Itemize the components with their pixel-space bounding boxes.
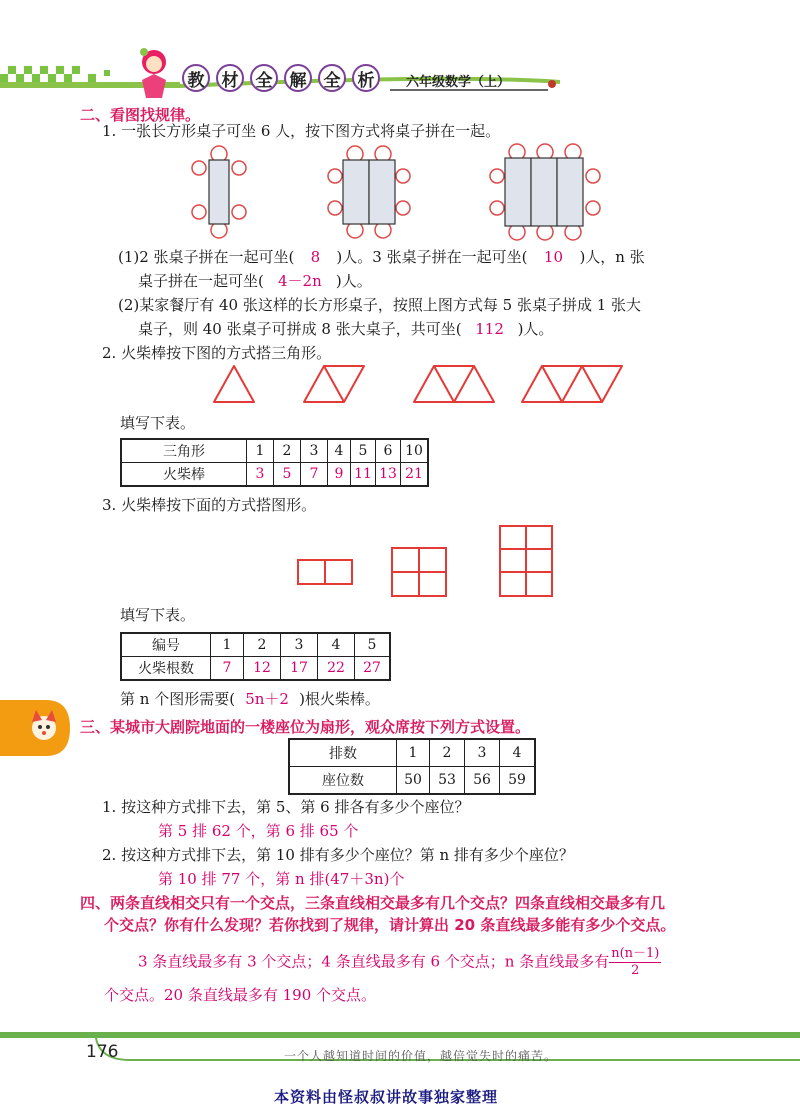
page-number: 176 (86, 1042, 119, 1062)
s3-question-2: 2. 按这种方式排下去，第 10 排有多少个座位？第 n 排有多少个座位？ (102, 846, 574, 864)
q1-intro: 1. 一张长方形桌子可坐 6 人，按下图方式将桌子拼在一起。 (102, 122, 501, 140)
answer-3-tables: 10 (543, 248, 563, 266)
q2-fill-prompt: 填写下表。 (120, 414, 196, 432)
footer-note: 本资料由怪叔叔讲故事独家整理 (274, 1088, 499, 1106)
q2-intro: 2. 火柴棒按下图的方式搭三角形。 (102, 344, 332, 362)
answer-nth-figure: 5n＋2 (245, 690, 289, 708)
footer-motto: 一个人越知道时间的价值，越倍觉失时的痛苦。 (284, 1049, 558, 1063)
s3-answer-2: 第 10 排 77 个，第 n 排(47＋3n)个 (158, 870, 405, 888)
table-label: 排数 (289, 739, 397, 767)
s4-answer-line2: 个交点。20 条直线最多有 190 个交点。 (104, 986, 377, 1004)
title-char: 教 (182, 64, 210, 92)
answer-total-seats: 112 (475, 320, 504, 338)
q1-line4: 桌子，则 40 张桌子可拼成 8 张大桌子，共可坐( 112 )人。 (138, 320, 554, 338)
matchstick-table: 编号 1 2 3 4 5 火柴根数 7 12 17 22 27 (120, 632, 391, 681)
q3-fill-prompt: 填写下表。 (120, 606, 196, 624)
fairy-mascot-icon (132, 44, 176, 100)
table-label: 编号 (121, 633, 211, 657)
title-char: 全 (250, 64, 278, 92)
header-band (0, 60, 800, 100)
table-label: 火柴根数 (121, 657, 211, 681)
q1-line2: 桌子拼在一起可坐( 4－2n )人。 (138, 272, 372, 290)
answer-n-tables: 4－2n (277, 272, 322, 290)
matchstick-triangles-figure (212, 364, 632, 406)
section-3-title: 三、某城市大剧院地面的一楼座位为扇形，观众席按下列方式设置。 (80, 718, 531, 736)
grade-label: 六年级数学（上） (406, 75, 511, 90)
section-4-title-line2: 个交点？你有什么发现？若你找到了规律，请计算出 20 条直线最多能有多少个交点。 (104, 916, 676, 934)
table-arrangement-figure (185, 142, 625, 242)
s3-answer-1: 第 5 排 62 个，第 6 排 65 个 (158, 822, 359, 840)
q1-line3: (2)某家餐厅有 40 张这样的长方形桌子，按照上图方式每 5 张桌子拼成 1 张大 (118, 296, 642, 314)
seat-table: 排数 1 2 3 4 座位数 50 53 56 59 (288, 738, 536, 795)
section-4-title-line1: 四、两条直线相交只有一个交点，三条直线相交最多有几个交点？四条直线相交最多有几 (80, 894, 666, 912)
s3-question-1: 1. 按这种方式排下去，第 5、第 6 排各有多少个座位？ (102, 798, 470, 816)
table-label: 火柴棒 (121, 463, 247, 487)
q3-intro: 3. 火柴棒按下面的方式搭图形。 (102, 496, 317, 514)
book-title (182, 64, 380, 92)
cartoon-tab-icon (0, 700, 70, 756)
triangle-table: 三角形 1 2 3 4 5 6 10 火柴棒 3 5 7 9 11 13 21 (120, 438, 429, 487)
table-label: 三角形 (121, 439, 247, 463)
title-char: 材 (216, 64, 244, 92)
title-char: 全 (318, 64, 346, 92)
title-char: 解 (284, 64, 312, 92)
answer-2-tables: 8 (310, 248, 321, 266)
section-2-title: 二、看图找规律。 (80, 106, 201, 124)
table-label: 座位数 (289, 767, 397, 795)
q1-line1: (1)2 张桌子拼在一起可坐( 8 )人。3 张桌子拼在一起可坐( 10 )人，n 张 (118, 248, 645, 266)
title-char: 析 (352, 64, 380, 92)
s4-answer-line1: 3 条直线最多有 3 个交点；4 条直线最多有 6 个交点；n 条直线最多有 $\frac{n(n-1)}{2}$ (138, 946, 660, 978)
matchstick-squares-figure (296, 522, 556, 600)
fraction: $\frac{n(n-1)}{2}$ (611, 946, 660, 978)
q3-nth: 第 n 个图形需要( 5n＋2 )根火柴棒。 (120, 690, 380, 708)
